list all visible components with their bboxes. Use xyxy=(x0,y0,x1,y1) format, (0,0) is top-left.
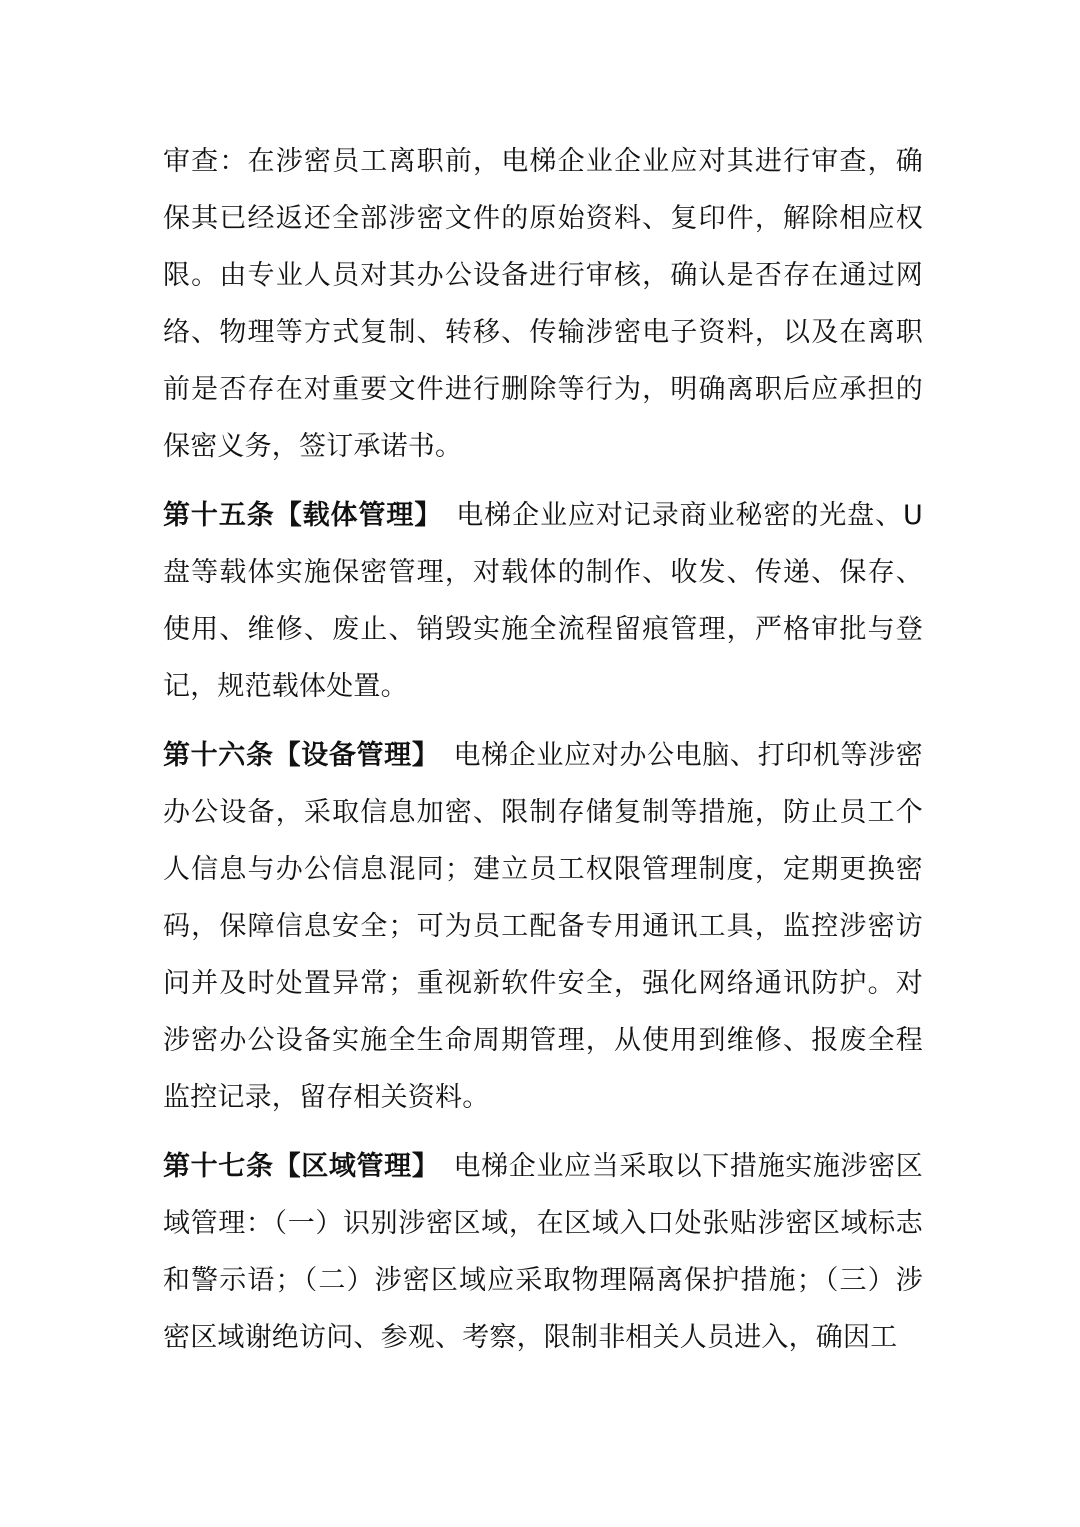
paragraph-article-16 xyxy=(163,727,923,1126)
paragraph-text: 电梯企业应对记录商业秘密的光盘、U盘等载体实施保密管理，对载体的制作、收发、传递、保存、使用、维修、废止、销毁实施全流程留痕管理，严格审批与登记，规范载体处置。 xyxy=(163,500,923,702)
article-heading: 第十七条【区域管理】 xyxy=(163,1151,440,1182)
paragraph-text: 审查：在涉密员工离职前，电梯企业企业应对其进行审查，确保其已经返还全部涉密文件的原始资料、复印件，解除相应权限。由专业人员对其办公设备进行审核，确认是否存在通过网络、物理等方式复制、转移、传输涉密电子资料，以及在离职前是否存在对重要文件进行删除等行为，明确离职后应承担的保密义务，签订承诺书。 xyxy=(163,146,923,462)
paragraph-exit-review xyxy=(163,133,923,475)
paragraph-text: 电梯企业应对办公电脑、打印机等涉密办公设备，采取信息加密、限制存储复制等措施，防止员工个人信息与办公信息混同；建立员工权限管理制度，定期更换密码，保障信息安全；可为员工配备专用通讯工具，监控涉密访问并及时处置异常；重视新软件安全，强化网络通讯防护。对涉密办公设备实施全生命周期管理，从使用到维修、报废全程监控记录，留存相关资料。 xyxy=(163,740,924,1113)
document-body xyxy=(163,133,923,1378)
paragraph-text: 电梯企业应当采取以下措施实施涉密区域管理：（一）识别涉密区域，在区域入口处张贴涉密区域标志和警示语；（二）涉密区域应采取物理隔离保护措施；（三）涉密区域谢绝访问、参观、考察，限制非相关人员进入，确因工 xyxy=(163,1151,924,1353)
paragraph-article-15 xyxy=(163,487,923,715)
article-heading: 第十五条【载体管理】 xyxy=(163,500,443,531)
paragraph-article-17 xyxy=(163,1138,923,1366)
article-heading: 第十六条【设备管理】 xyxy=(163,740,440,771)
